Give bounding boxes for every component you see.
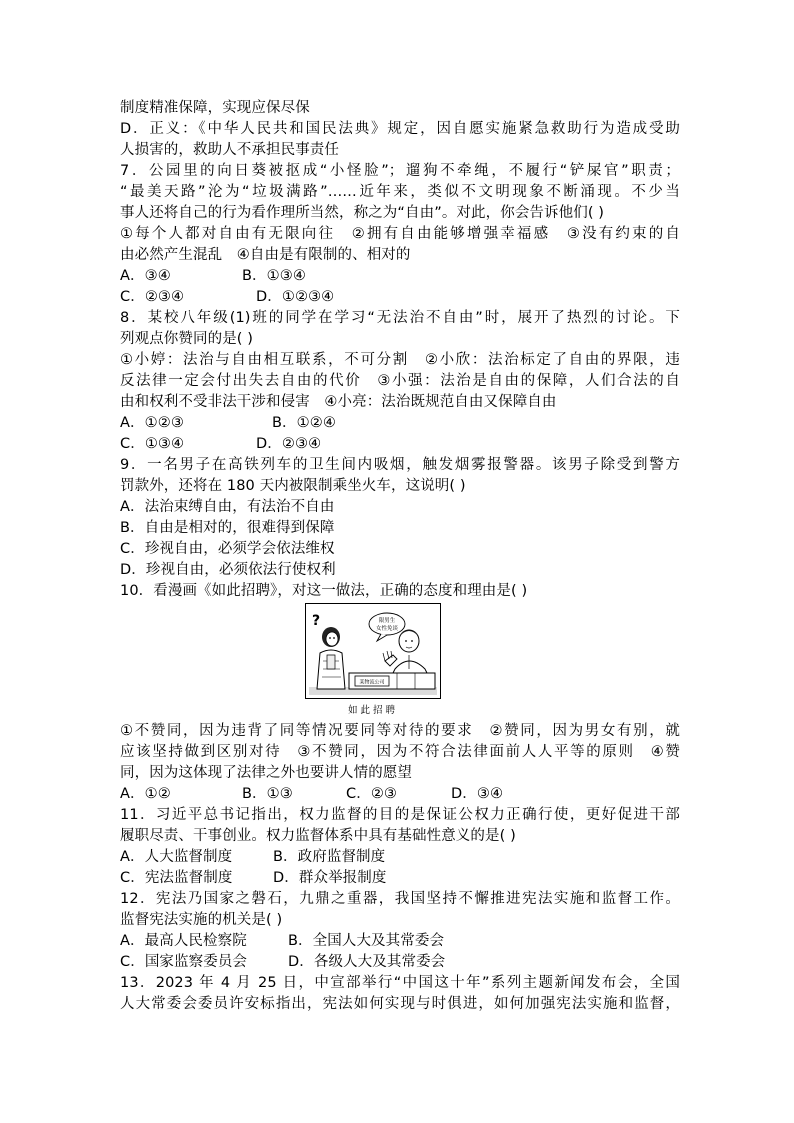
option-b: B．自由是相对的，很难得到保障 [120,520,335,536]
question-mark: ? [312,613,321,629]
question-8-statements: ①小婷：法治与自由相互联系，不可分割 ②小欣：法治标定了自由的界限，违 [120,352,680,368]
option-c: C．珍视自由，必须学会依法维权 [120,541,335,557]
option-d: D．各级人大及其常委会 [288,954,446,970]
option-a: A．人大监督制度 [120,849,233,865]
speech-text-1: 限男生 [378,618,396,624]
question-7-stem: “最美天路”沦为“垃圾满路”……近年来，类似不文明现象不断涌现。不少当 [120,184,680,200]
option-b: B．①③ [242,786,293,802]
option-a: A．①②③ [120,415,184,431]
option-c: C．①③④ [120,436,185,452]
desk [349,673,435,689]
question-12-stem: 12．宪法乃国家之磐石，九鼎之重器，我国坚持不懈推进宪法实施和监督工作。 [120,891,680,907]
question-13-stem: 13．2023 年 4 月 25 日，中宣部举行“中国这十年”系列主题新闻发布会，全国 [120,975,680,991]
option-c: C．宪法监督制度 [120,870,233,886]
option-b: B．①③④ [242,268,306,284]
option-b: B．全国人大及其常委会 [288,933,445,949]
question-11-stem: 履职尽责、干事创业。权力监督体系中具有基础性意义的是( ) [120,828,516,844]
question-9-stem: 9．一名男子在高铁列车的卫生间内吸烟，触发烟雾报警器。该男子除受到警方 [120,457,680,473]
question-8-stem: 列观点你赞同的是( ) [120,331,254,347]
option-a: A．法治束缚自由，有法治不自由 [120,499,335,515]
text-line: 人损害的，救助人不承担民事责任 [120,142,339,158]
question-7-statements: ①每个人都对自由有无限向往 ②拥有自由能够增强幸福感 ③没有约束的自 [120,226,680,242]
question-7-stem: 7．公园里的向日葵被抠成“小怪脸”；遛狗不牵绳，不履行“铲屎官”职责； [120,163,680,179]
option-c: C．②③④ [120,289,185,305]
question-10-stem: 10．看漫画《如此招聘》，对这一做法，正确的态度和理由是( ) [120,583,528,599]
question-8-statements: 反法律一定会付出失去自由的代价 ③小强：法治是自由的保障，人们合法的自 [120,373,680,389]
question-9-stem: 罚款外，还将在 180 天内被限制乘坐火车，这说明( ) [120,478,466,494]
option-d: D．珍视自由，必须依法行使权利 [120,562,336,578]
option-c: C．②③ [346,786,398,802]
question-10-statements: 同，因为这体现了法律之外也要讲人情的愿望 [120,765,412,781]
question-13-stem: 人大常委会委员许安标指出，宪法如何实现与时俱进，如何加强宪法实施和监督， [120,996,680,1012]
option-b: B．①②④ [272,415,336,431]
option-a: A．③④ [120,268,171,284]
desk-sign-text: 某物流公司 [359,679,385,686]
option-d: D．③④ [451,786,504,802]
cartoon-image [305,603,441,699]
option-d: D．①②③④ [256,289,335,305]
cartoon-caption: 如此招聘 [347,705,398,716]
text-line: 制度精准保障，实现应保尽保 [120,100,310,116]
option-d: D．②③④ [256,436,322,452]
option-a: A．①② [120,786,171,802]
text-line: D．正义：《中华人民共和国民法典》规定，因自愿实施紧急救助行为造成受助 [120,121,680,137]
question-7-stem: 事人还将自己的行为看作理所当然，称之为“自由”。对此，你会告诉他们( ) [120,205,605,221]
question-10-statements: 应该坚持做到区别对待 ③不赞同，因为不符合法律面前人人平等的原则 ④赞 [120,744,680,760]
option-d: D．群众举报制度 [273,870,387,886]
option-b: B．政府监督制度 [273,849,386,865]
question-11-stem: 11．习近平总书记指出，权力监督的目的是保证公权力正确行使，更好促进干部 [120,807,680,823]
question-12-stem: 监督宪法实施的机关是( ) [120,912,283,928]
question-8-stem: 8．某校八年级(1)班的同学在学习“无法治不自由”时，展开了热烈的讨论。下 [120,310,680,326]
option-c: C．国家监察委员会 [120,954,248,970]
speech-text-2: 女性免谈 [375,626,399,632]
question-7-statements: 由必然产生混乱 ④自由是有限制的、相对的 [120,247,411,263]
question-8-statements: 由和权利不受非法干涉和侵害 ④小亮：法治既规范自由又保障自由 [120,394,557,410]
question-10-statements: ①不赞同，因为违背了同等情况要同等对待的要求 ②赞同，因为男女有别，就 [120,723,680,739]
option-a: A．最高人民检察院 [120,933,247,949]
